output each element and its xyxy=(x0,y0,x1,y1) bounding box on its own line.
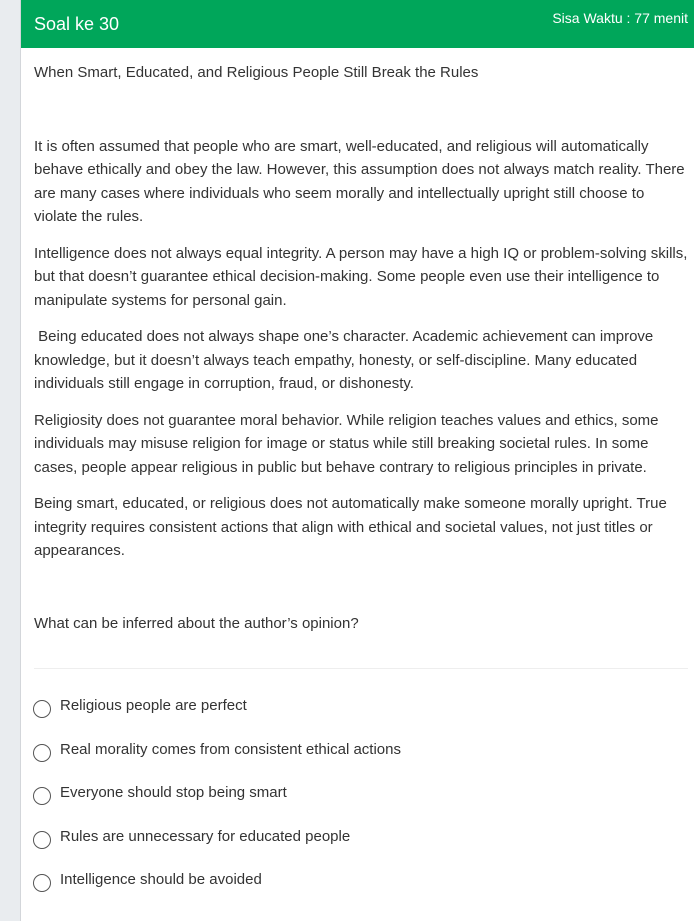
passage-title: When Smart, Educated, and Religious People Still Break the Rules xyxy=(34,64,479,81)
option-label[interactable]: Everyone should stop being smart xyxy=(60,784,287,801)
question-card xyxy=(20,0,694,921)
radio-button[interactable] xyxy=(33,787,51,805)
radio-button[interactable] xyxy=(33,831,51,849)
answer-option-c[interactable] xyxy=(33,779,683,823)
question-text: What can be inferred about the author’s opinion? xyxy=(34,614,359,632)
option-label[interactable]: Religious people are perfect xyxy=(60,697,247,714)
answer-option-b[interactable] xyxy=(33,736,683,780)
option-label[interactable]: Intelligence should be avoided xyxy=(60,871,262,888)
answer-option-e[interactable] xyxy=(33,866,683,910)
answer-option-a[interactable] xyxy=(33,692,683,736)
option-label[interactable]: Real morality comes from consistent ethical actions xyxy=(60,740,401,758)
radio-button[interactable] xyxy=(33,874,51,892)
passage-body xyxy=(34,135,688,563)
passage-paragraph: Being smart, educated, or religious does not automatically make someone morally upright. True integrity requires consistent actions that align with ethical and societal values, not just titles or appearances. xyxy=(34,495,667,559)
passage-paragraph: Religiosity does not guarantee moral behavior. While religion teaches values and ethics, some individuals may misuse religion for image or status while still breaking societal rules. In some cases, people appear religious in public but behave contrary to religious principles in private. xyxy=(34,411,659,476)
passage-paragraph: Intelligence does not always equal integrity. A person may have a high IQ or problem-solving skills, but that doesn’t guarantee ethical decision-making. Some people even use their intelligence to manipulate systems for personal gain. xyxy=(34,244,688,309)
question-number: Soal ke 30 xyxy=(34,14,120,34)
radio-button[interactable] xyxy=(33,700,51,718)
radio-button[interactable] xyxy=(33,744,51,762)
divider xyxy=(34,668,688,669)
question-header xyxy=(21,0,694,48)
answer-options xyxy=(33,692,683,910)
passage-paragraph: It is often assumed that people who are smart, well-educated, and religious will automatically behave ethically and obey the law. However, this assumption does not always match reality. There are many cases where individuals who seem morally and intellectually upright still choose to violate the rules. xyxy=(34,137,685,225)
option-label[interactable]: Rules are unnecessary for educated people xyxy=(60,827,351,845)
time-remaining: Sisa Waktu : 77 menit xyxy=(552,10,688,26)
passage-paragraph: Being educated does not always shape one’s character. Academic achievement can improve knowledge, but it doesn’t always teach empathy, honesty, or self-discipline. Many educated individuals still engage in corruption, fraud, or dishonesty. xyxy=(34,328,658,392)
answer-option-d[interactable] xyxy=(33,823,683,867)
question-content xyxy=(34,61,688,635)
